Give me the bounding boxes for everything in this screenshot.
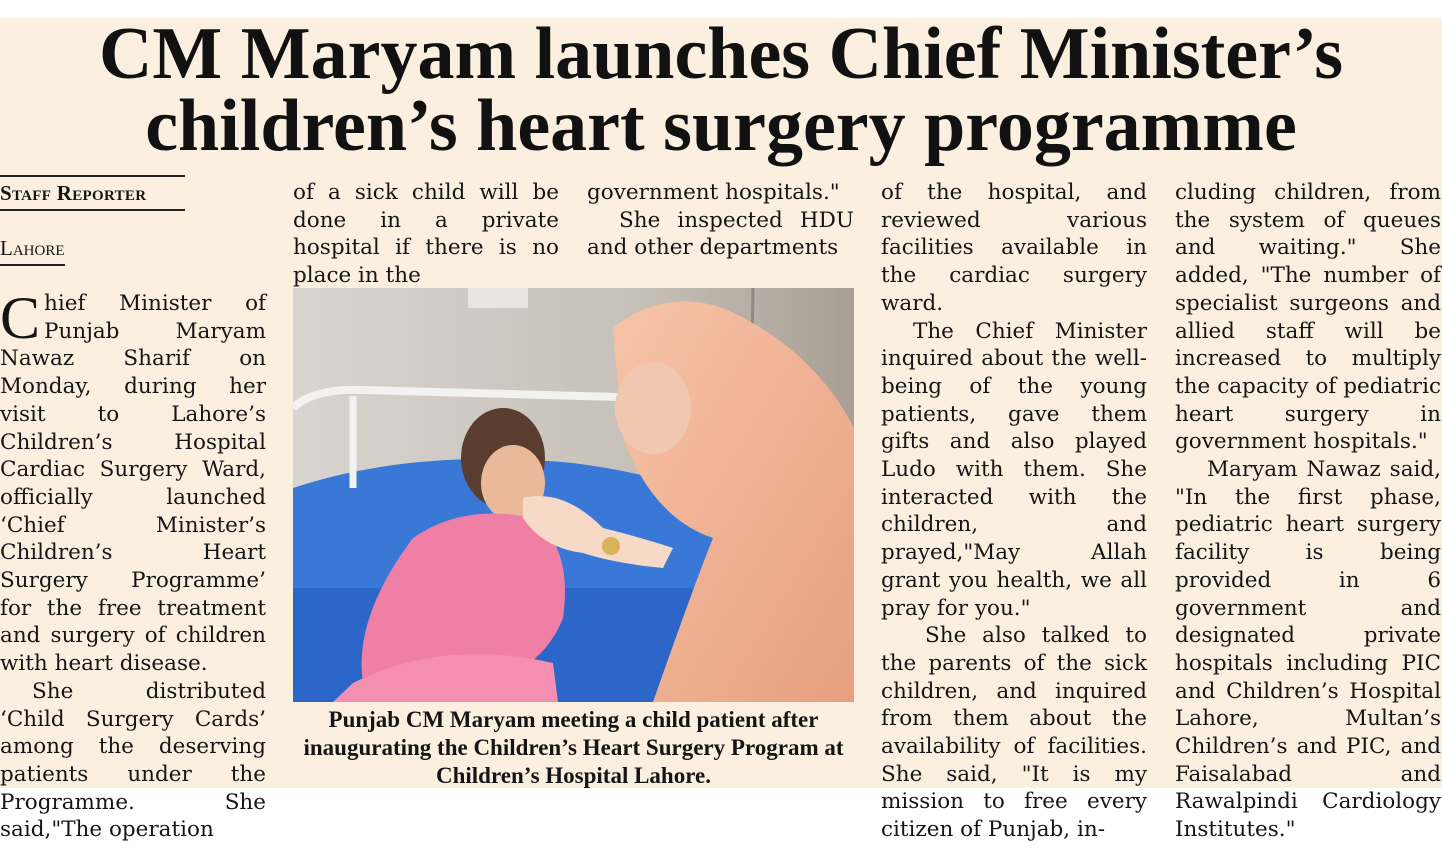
- article-column-3: [587, 179, 854, 262]
- article-column-4: [881, 179, 1147, 844]
- article-column-2: [293, 179, 559, 290]
- article-column-1: [0, 285, 266, 844]
- byline: Staff Reporter: [0, 175, 185, 211]
- photo-caption: Punjab CM Maryam meeting a child patient after inaugurating the Children’s Heart Surgery Program at Children’s Hospital Lahore.: [303, 707, 844, 788]
- paragraph: The Chief Minister inquired about the well-being of the young patients, gave them gifts and also played Ludo with them. She interacted with the children, and prayed,"May Allah grant you health, we all pray for you.": [881, 318, 1147, 621]
- paragraph: Maryam Nawaz said, "In the first phase, pediatric heart surgery facility is being provided in 6 government and designated private hospitals including PIC and Children’s Hospital Lahore, Multan’s Children’s and PIC, and Faisalabad and Rawalpindi Cardiology Institutes.": [1175, 457, 1441, 843]
- headline: [0, 13, 1442, 167]
- paragraph: cluding children, from the system of queues and waiting." She added, "The number of specialist surgeons and allied staff will be increased to multiply the capacity of pediatric heart surgery in government hospitals.": [1175, 180, 1441, 455]
- headline-line-2: children’s heart surgery programme: [145, 85, 1297, 167]
- dateline: Lahore: [0, 234, 65, 266]
- photo-illustration: [293, 288, 854, 702]
- paragraph: She inspected HDU and other departments: [587, 207, 854, 261]
- paragraph: She also talked to the parents of the sick children, and inquired from them about the availability of facilities. She said, "It is my mission to free every citizen of Punjab, in-: [881, 623, 1147, 843]
- paragraph: [0, 285, 266, 678]
- headline-line-1: CM Maryam launches Chief Minister’s: [98, 13, 1344, 95]
- paragraph: of a sick child will be done in a private hospital if there is no place in the: [293, 180, 559, 289]
- paragraph-text: hief Minister of Punjab Maryam Nawaz Sharif on Monday, during her visit to Lahore’s Children’s Hospital Cardiac Surgery Ward, officially launched ‘Chief Minister’s Children’s Heart Surgery Programme’ for the free treatment and surgery of children with heart disease.: [0, 291, 266, 677]
- paragraph: government hospitals.": [587, 180, 840, 205]
- bangles: [602, 537, 620, 555]
- news-photo: [293, 288, 854, 702]
- wall-sign: [468, 288, 528, 308]
- paragraph: She distributed ‘Child Surgery Cards’ among the deserving patients under the Programme. She said,"The operation: [0, 678, 266, 843]
- drop-cap: C: [0, 285, 41, 351]
- article-column-5: [1175, 179, 1441, 844]
- paragraph: of the hospital, and reviewed various facilities available in the cardiac surgery ward.: [881, 180, 1147, 316]
- woman-face: [615, 362, 691, 454]
